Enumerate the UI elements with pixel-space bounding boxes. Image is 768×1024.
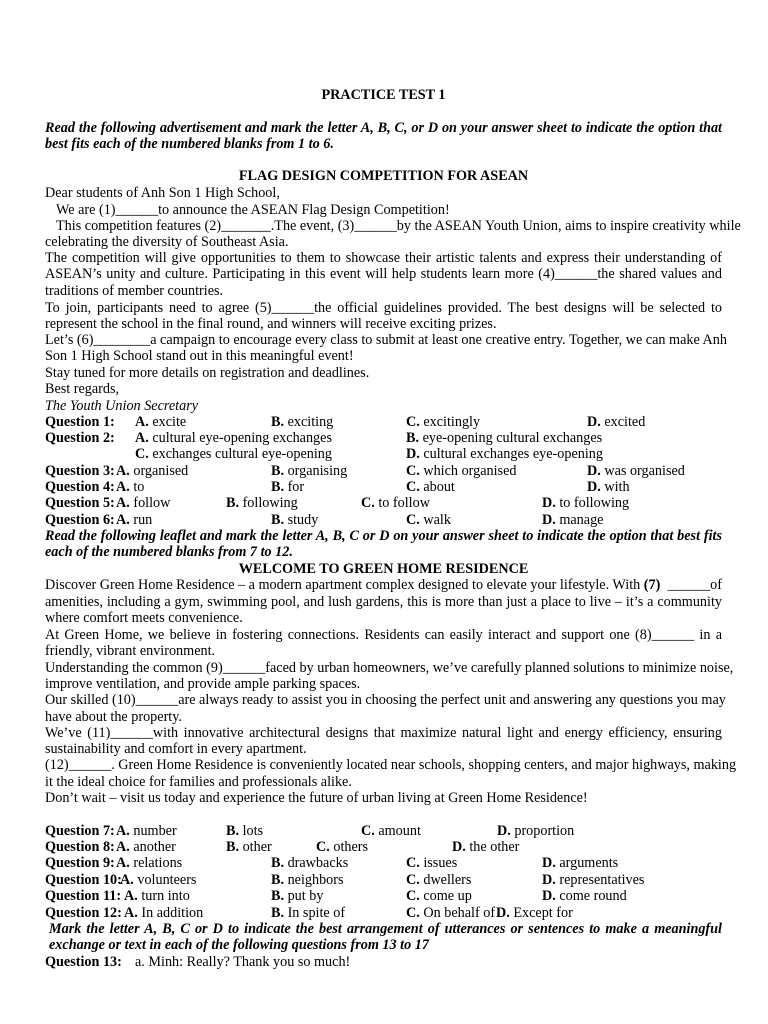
option-c[interactable]: C. which organised xyxy=(406,463,517,479)
option-b[interactable]: B. for xyxy=(271,479,305,495)
question-label: Question 10: xyxy=(45,872,122,888)
option-a[interactable]: A. excite xyxy=(135,414,187,430)
option-b[interactable]: B. following xyxy=(226,495,298,511)
option-b[interactable]: B. lots xyxy=(226,823,264,839)
passage1-line: This competition features (2)_______.The event, (3)______by the ASEAN Youth Union, aims to inspire creativity while xyxy=(56,218,741,234)
passage1-line: Son 1 High School stand out in this meaningful event! xyxy=(45,348,354,364)
passage2-line: friendly, vibrant environment. xyxy=(45,643,216,659)
option-b[interactable]: B. study xyxy=(271,512,319,528)
question-label: Question 4: xyxy=(45,479,115,495)
option-c[interactable]: C. excitingly xyxy=(406,414,481,430)
passage1-line: Let’s (6)________a campaign to encourage every class to submit at least one creative entry. Together, we can make Anh xyxy=(45,332,727,348)
section2-heading: WELCOME TO GREEN HOME RESIDENCE xyxy=(238,561,529,577)
option-a[interactable]: A. relations xyxy=(116,855,183,871)
option-b[interactable]: B. put by xyxy=(271,888,324,904)
option-d[interactable]: D. with xyxy=(587,479,630,495)
option-c[interactable]: C. about xyxy=(406,479,455,495)
option-a[interactable]: A. number xyxy=(116,823,177,839)
passage2-line: Our skilled (10)______are always ready to assist you in choosing the perfect unit and answering any questions you may xyxy=(45,692,726,708)
option-d[interactable]: D. proportion xyxy=(497,823,575,839)
page-title: PRACTICE TEST 1 xyxy=(321,87,446,103)
passage2-line: it the ideal choice for families and professionals alike. xyxy=(45,774,352,790)
passage2-line: amenities, including a gym, swimming pool, and lush gardens, this is more than just a place to live – it’s a community xyxy=(45,594,722,610)
passage1-line: celebrating the diversity of Southeast Asia. xyxy=(45,234,289,250)
option-d[interactable]: D. manage xyxy=(542,512,604,528)
passage2-line: sustainability and comfort in every apartment. xyxy=(45,741,307,757)
question-label: Question 5: xyxy=(45,495,115,511)
question-label: Question 7: xyxy=(45,823,115,839)
passage2-line: have about the property. xyxy=(45,709,182,725)
option-b[interactable]: B. organising xyxy=(271,463,348,479)
option-c[interactable]: C. On behalf of xyxy=(406,905,496,921)
option-b[interactable]: B. In spite of xyxy=(271,905,346,921)
question-label: Question 1: xyxy=(45,414,115,430)
option-d[interactable]: D. cultural exchanges eye-opening xyxy=(406,446,603,462)
passage1-line: The competition will give opportunities to them to showcase their artistic talents and express their understanding of xyxy=(45,250,722,266)
option-c[interactable]: C. amount xyxy=(361,823,421,839)
option-a[interactable]: A. follow xyxy=(116,495,171,511)
section3-instruction-line2: exchange or text in each of the following questions from 13 to 17 xyxy=(49,937,429,953)
passage1-line: To join, participants need to agree (5)______the official guidelines provided. The best designs will be selected to xyxy=(45,300,722,316)
passage2-line: where comfort meets convenience. xyxy=(45,610,243,626)
option-b[interactable]: B. eye-opening cultural exchanges xyxy=(406,430,603,446)
question-label: Question 6: xyxy=(45,512,115,528)
passage2-line: Understanding the common (9)______faced by urban homeowners, we’ve carefully planned solutions to minimize noise, xyxy=(45,660,734,676)
option-d[interactable]: D. excited xyxy=(587,414,646,430)
section1-heading: FLAG DESIGN COMPETITION FOR ASEAN xyxy=(238,168,529,184)
option-a[interactable]: A. organised xyxy=(116,463,189,479)
option-a[interactable]: A. volunteers xyxy=(120,872,197,888)
question-label: Question 13: xyxy=(45,954,122,970)
utterance-a: a. Minh: Really? Thank you so much! xyxy=(135,954,351,970)
option-c[interactable]: C. come up xyxy=(406,888,472,904)
passage2-line: At Green Home, we believe in fostering connections. Residents can easily interact and support one (8)______ in a xyxy=(45,627,722,643)
passage2-line: Discover Green Home Residence – a modern apartment complex designed to elevate your lifestyle. With (7) ______of xyxy=(45,577,722,593)
option-d[interactable]: D. representatives xyxy=(542,872,645,888)
question-label: Question 2: xyxy=(45,430,115,446)
passage1-line: Dear students of Anh Son 1 High School, xyxy=(45,185,280,201)
passage2-line: (12)______. Green Home Residence is conveniently located near schools, shopping centers, and major highways, making xyxy=(45,757,737,773)
passage1-line: We are (1)______to announce the ASEAN Flag Design Competition! xyxy=(56,202,450,218)
question-label: Question 11: xyxy=(45,888,122,904)
passage2-line: improve ventilation, and provide ample parking spaces. xyxy=(45,676,361,692)
passage1-line: traditions of member countries. xyxy=(45,283,224,299)
passage2-line: Don’t wait – visit us today and experience the future of urban living at Green Home Residence! xyxy=(45,790,588,806)
question-label: Question 8: xyxy=(45,839,115,855)
option-a[interactable]: A. cultural eye-opening exchanges xyxy=(135,430,332,446)
section3-instruction-line1: Mark the letter A, B, C or D to indicate the best arrangement of utterances or sentences to make a meaningful xyxy=(49,921,722,937)
option-a[interactable]: A. another xyxy=(116,839,176,855)
passage1-line: ASEAN’s unity and culture. Participating in this event will help students learn more (4)______the shared values and xyxy=(45,266,722,282)
option-b[interactable]: B. neighbors xyxy=(271,872,344,888)
option-a[interactable]: A. to xyxy=(116,479,145,495)
option-a[interactable]: A. In addition xyxy=(124,905,204,921)
option-d[interactable]: D. to following xyxy=(542,495,630,511)
passage1-line: Stay tuned for more details on registration and deadlines. xyxy=(45,365,370,381)
option-c[interactable]: C. walk xyxy=(406,512,451,528)
section2-instruction-line1: Read the following leaflet and mark the letter A, B, C or D on your answer sheet to indicate the option that best fits xyxy=(45,528,722,544)
section2-instruction-line2: each of the numbered blanks from 7 to 12. xyxy=(45,544,293,560)
option-b[interactable]: B. exciting xyxy=(271,414,334,430)
option-d[interactable]: D. arguments xyxy=(542,855,619,871)
option-c[interactable]: C. dwellers xyxy=(406,872,472,888)
passage1-signature: The Youth Union Secretary xyxy=(45,398,199,414)
option-d[interactable]: D. come round xyxy=(542,888,627,904)
section1-instruction-line2: best fits each of the numbered blanks from 1 to 6. xyxy=(45,136,334,152)
option-d[interactable]: D. the other xyxy=(452,839,520,855)
option-c[interactable]: C. exchanges cultural eye-opening xyxy=(135,446,332,462)
option-b[interactable]: B. other xyxy=(226,839,272,855)
option-d[interactable]: D. Except for xyxy=(496,905,573,921)
option-c[interactable]: C. others xyxy=(316,839,369,855)
question-label: Question 3: xyxy=(45,463,115,479)
passage1-line: represent the school in the final round, and winners will receive exciting prizes. xyxy=(45,316,497,332)
option-a[interactable]: A. turn into xyxy=(124,888,190,904)
option-b[interactable]: B. drawbacks xyxy=(271,855,349,871)
passage2-line: We’ve (11)______with innovative architectural designs that maximize natural light and energy efficiency, ensuring xyxy=(45,725,722,741)
option-a[interactable]: A. run xyxy=(116,512,153,528)
option-c[interactable]: C. to follow xyxy=(361,495,430,511)
option-d[interactable]: D. was organised xyxy=(587,463,685,479)
question-label: Question 9: xyxy=(45,855,115,871)
question-label: Question 12: xyxy=(45,905,122,921)
passage1-line: Best regards, xyxy=(45,381,120,397)
section1-instruction-line1: Read the following advertisement and mark the letter A, B, C, or D on your answer sheet to indicate the option that xyxy=(45,120,722,136)
option-c[interactable]: C. issues xyxy=(406,855,458,871)
